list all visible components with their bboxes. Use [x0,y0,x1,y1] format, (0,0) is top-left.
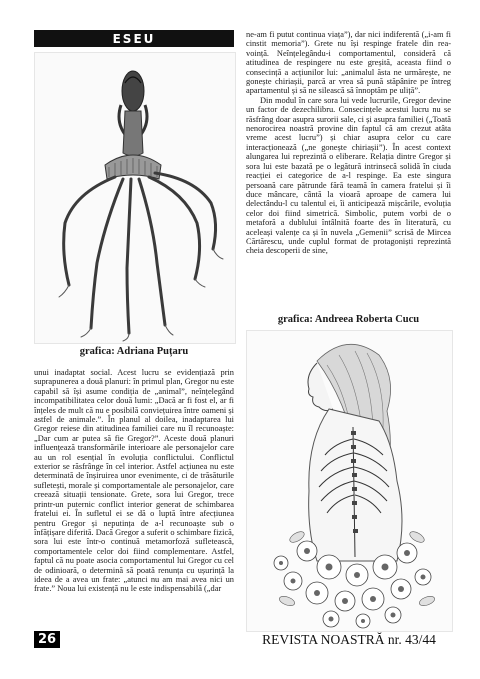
article-column-left [34,368,234,644]
caption-left: grafica: Adriana Puțaru [79,346,189,357]
caption-right: grafica: Andreea Roberta Cucu [277,314,420,325]
section-header [34,30,234,47]
paragraph: ne-am fi putut continua viața”), dar nici indiferentă („i-am fi cinstit memoria”). Grete nu își respinge fratele din rea-voință. Neînțelegându-i comportamentul, consideră că atitudinea de respingere nu este greșită, aceasta fiind o consecință a acțiunilor lui: „animalul ăsta ne urmărește, ne gonește chiriașii, parcă ar vrea să pună stăpânire pe întreg apartamentul și să ne silească să înnoptăm pe uliță”. [246,30,451,96]
article-column-right [246,30,451,312]
illustration-left [34,52,236,344]
illustration-right [246,330,453,632]
paragraph: unui inadaptat social. Acest lucru se evidențiază prin suprapunerea a două planuri: în primul plan, Gregor nu este capabil să își asume condiția de „animal”, neînțelegând incompatibilitatea celor două lumi: „Dacă ar fi fost el, ar fi înțeles de mult că nu e posibilă conviețuirea între oameni și astfel de animale.”. În planul al doilea, inadaptarea lui Gregor reiese din atitudinea familiei care nu îl recunoaște: „Dar cum ar putea să fie Gregor?”. Aceste două planuri influențează transformările interioare ale personajelor care au un rol esențial în evoluția conflictului. Conflictul exterior se răsfrânge în cel interior. Astfel acțiunea nu este determinată de înșiruirea unor evenimente, ci de trăsăturile sufletești, morale și comportamentale ale personajelor, care creează situații tensionate. Grete, sora lui Gregor, trece printr-un puternic conflict interior generat de schimbarea fratelui ei. În sufletul ei se dă o luptă între afecțiunea pentru Gregor și neputința de a-l recunoaște sub o înfățișare diferită. Dacă Gregor a suferit o schimbare fizică, sora lui este într-o continuă metamorfoză sufletească, comportamentele celor doi fiind complementare. Astfel, faptul că nu poate asocia comportamentul lui Gregor cu cel de odinioară, o determină să poată renunța cu ușurință la ideea de a avea un frate: „atunci nu am mai avea nici un frate.” Noua lui existență nu le este indispensabilă („dar [34,368,234,594]
page-number: 26 [34,631,60,648]
figure-drawing [35,53,235,343]
paragraph: Din modul în care sora lui vede lucrurile, Gregor devine un factor de dezechilibru. Consecințele acestui lucru nu se răsfrâng doar asupra surorii sale, ci și asupra familiei („Toată nenorocirea noastră provine din faptul că am crezut atâta vreme acest lucru”) și chiar asupra celor cu care interacționează („ne gonește chiriașii”). În acest context alungarea lui reprezintă o eliberare. Relația dintre Gregor și sora lui este bazată pe o legătură intrinsecă solidă în ciuda reacției ei categorice de a-l respinge. Ea este singura persoană care pătrunde fără teamă în camera fratelui și îi duce mâncare, cântă la vioară aproape de camera lui delectându-l cu talentul ei, îi anticipează mișcările, evoluția celor doi fiind simetrică. Simbolic, putem vorbi de o metaforă a dublului întâlnită foarte des în literatură, cu aceleași valențe ca și în nuvela „Gemenii” scrisă de Mircea Cărtărescu, unde cuplul format de protagoniști reprezintă cheia descoperii de sine, [246,95,451,256]
magazine-title: REVISTA NOASTRĂ nr. 43/44 [262,631,436,647]
woman-flowers-drawing [247,331,452,631]
section-title: ESEU [112,31,156,46]
